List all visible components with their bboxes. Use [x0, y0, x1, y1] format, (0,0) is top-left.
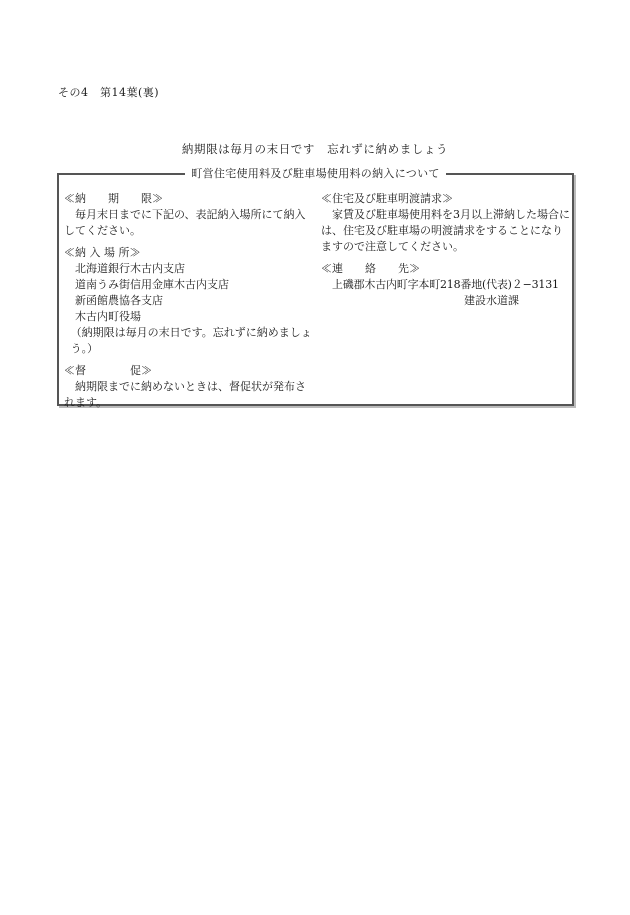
slogan: 納期限は毎月の末日です 忘れずに納めましょう: [181, 142, 449, 156]
box-title-text: 町営住宅使用料及び駐車場使用料の納入について: [185, 167, 445, 180]
page-header: その4 第14葉(裏): [58, 86, 160, 99]
left-column: [64, 191, 312, 417]
box-title: [59, 166, 572, 182]
payment-place-item: 北海道銀行木古内支店: [75, 262, 185, 275]
eviction-heading: ≪住宅及び駐車明渡請求≫: [321, 192, 453, 205]
contact-address: 上磯郡木古内町字本町218番地(代表)２−3131: [332, 278, 559, 291]
notice-box: [57, 167, 574, 409]
deadline-heading: ≪納 期 限≫: [64, 192, 163, 205]
eviction-section: [321, 191, 571, 255]
reminder-heading: ≪督 促≫: [64, 364, 152, 377]
payment-place-item: 木古内町役場: [75, 310, 141, 323]
deadline-text: 毎月末日までに下記の、表記納入場所にて納入してください。: [64, 208, 306, 237]
contact-section: [321, 261, 571, 309]
payment-place-item: 新函館農協各支店: [75, 294, 163, 307]
reminder-text: 納期限までに納めないときは、督促状が発布されます。: [64, 380, 306, 409]
payment-places-section: [64, 245, 312, 357]
payment-place-item: 道南うみ街信用金庫木古内支店: [75, 278, 229, 291]
contact-heading: ≪連 絡 先≫: [321, 262, 420, 275]
payment-places-heading: ≪納 入 場 所≫: [64, 246, 141, 259]
eviction-text: 家賃及び駐車場使用料を3月以上滞納した場合には、住宅及び駐車場の明渡請求をすることになりますので注意してください。: [321, 208, 570, 253]
deadline-section: [64, 191, 312, 239]
right-column: [321, 191, 571, 315]
payment-note: （納期限は毎月の末日です。忘れずに納めましょう。）: [70, 326, 312, 355]
reminder-section: [64, 363, 312, 411]
contact-department: 建設水道課: [464, 294, 519, 307]
